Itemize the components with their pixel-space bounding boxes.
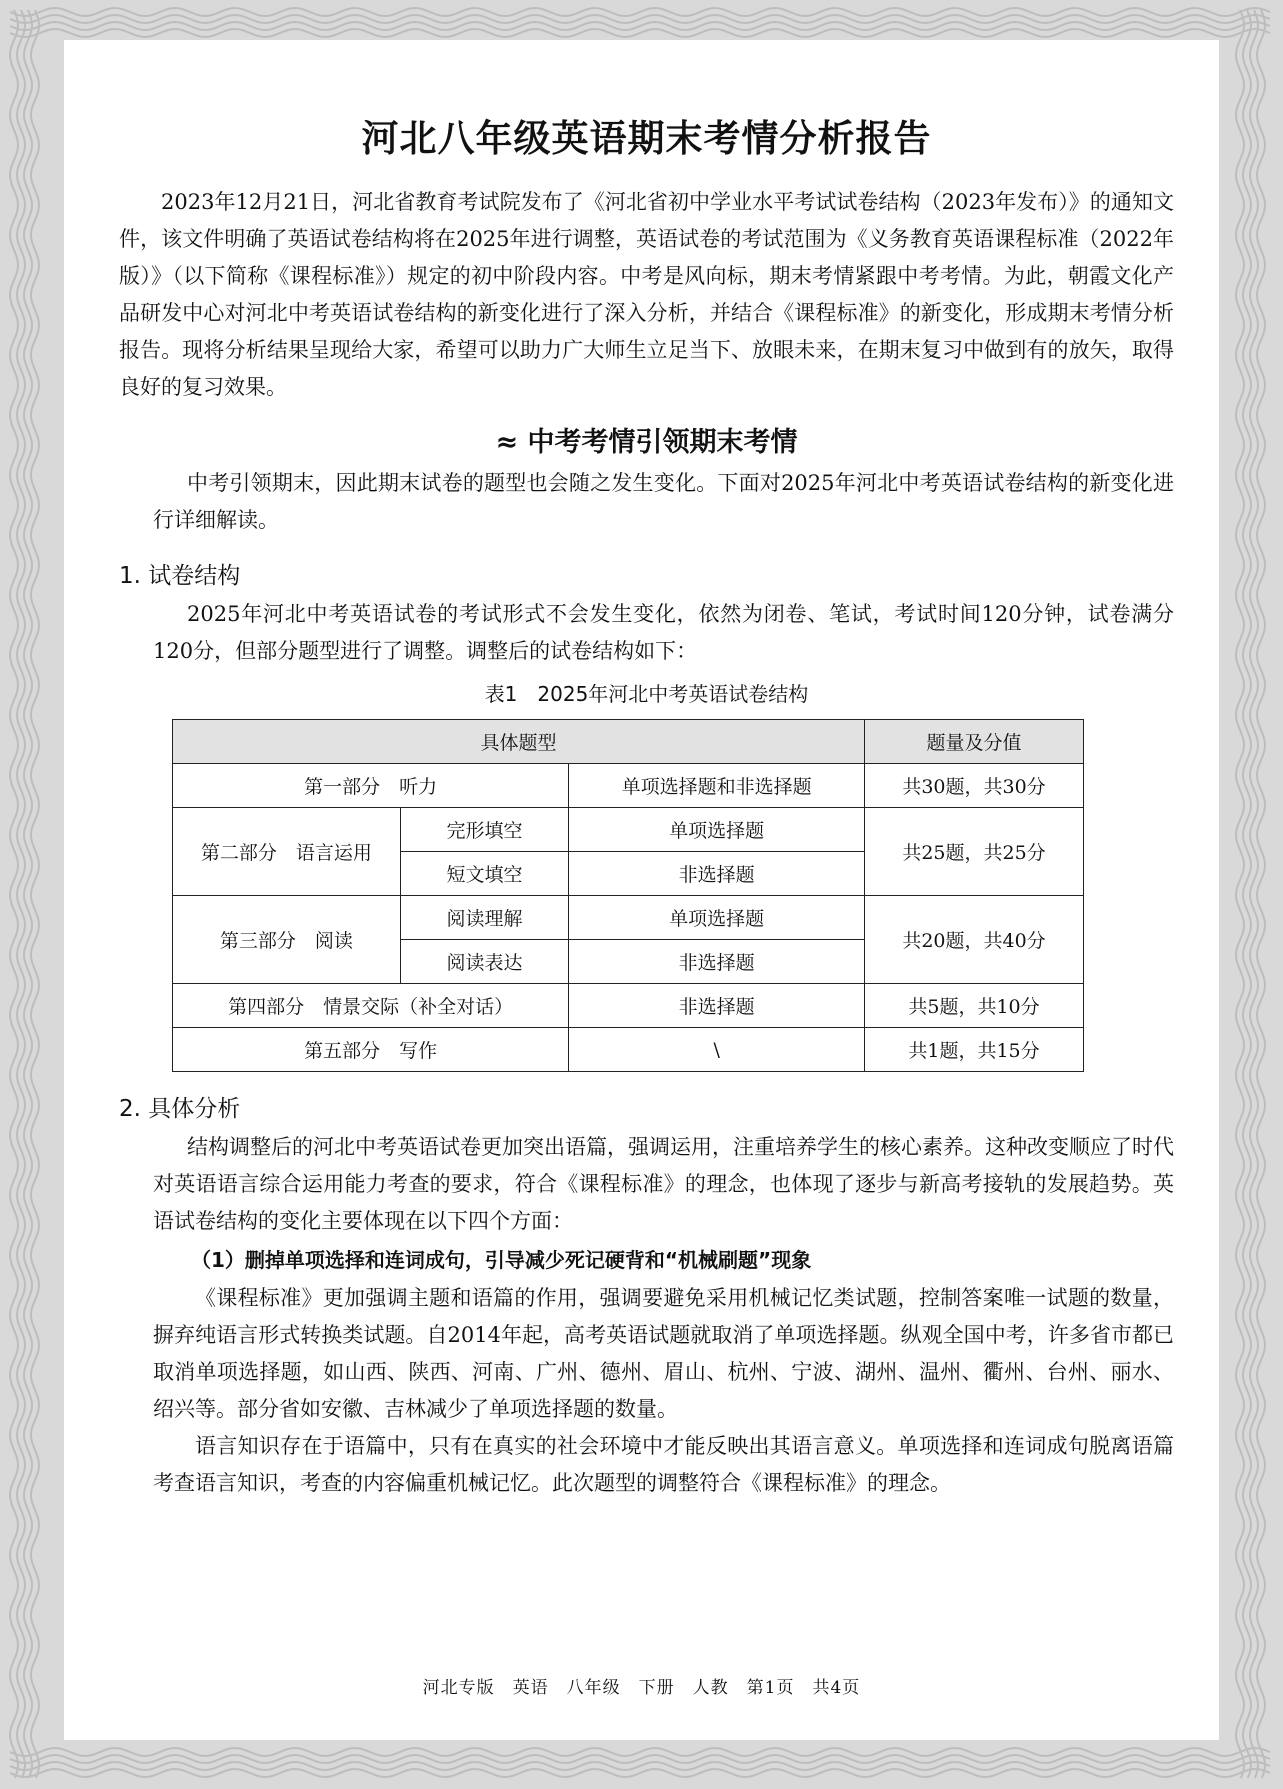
- table-cell: 短文填空: [400, 852, 569, 896]
- table-cell: 第一部分 听力: [173, 764, 569, 808]
- table-cell: 非选择题: [569, 852, 865, 896]
- table-cell: 完形填空: [400, 808, 569, 852]
- table-cell: 共1题，共15分: [864, 1028, 1083, 1072]
- table-header-row: [173, 720, 1084, 764]
- table-cell: 单项选择题和非选择题: [569, 764, 865, 808]
- table-row: [173, 808, 1084, 852]
- table-cell: 非选择题: [569, 940, 865, 984]
- table-header-cell: 具体题型: [173, 720, 865, 764]
- table-row: [173, 764, 1084, 808]
- table-cell: 第三部分 阅读: [173, 896, 401, 984]
- document-page: [64, 40, 1219, 1740]
- analysis-paragraph: 《课程标准》更加强调主题和语篇的作用，强调要避免采用机械记忆类试题，控制答案唯一试题的数量，摒弃纯语言形式转换类试题。自2014年起，高考英语试题就取消了单项选择题。纵观全国中考，许多省市都已取消单项选择题，如山西、陕西、河南、广州、德州、眉山、杭州、宁波、湖州、温州、衢州、台州、丽水、绍兴等。部分省如安徽、吉林减少了单项选择题的数量。: [153, 1286, 1174, 1421]
- part1-heading: 1. 试卷结构: [119, 563, 241, 589]
- section-intro-paragraph: 中考引领期末，因此期末试卷的题型也会随之发生变化。下面对2025年河北中考英语试卷结构的新变化进行详细解读。: [153, 471, 1174, 532]
- part2-paragraph: 结构调整后的河北中考英语试卷更加突出语篇，强调运用，注重培养学生的核心素养。这种改变顺应了时代对英语语言综合运用能力考查的要求，符合《课程标准》的理念，也体现了逐步与新高考接轨的发展趋势。英语试卷结构的变化主要体现在以下四个方面：: [153, 1135, 1174, 1233]
- page-content: [119, 108, 1174, 1502]
- page-footer: 河北专版 英语 八年级 下册 人教 第1页 共4页: [422, 1678, 861, 1698]
- table-row: [173, 896, 1084, 940]
- part1-paragraph: 2025年河北中考英语试卷的考试形式不会发生变化，依然为闭卷、笔试，考试时间120分钟，试卷满分120分，但部分题型进行了调整。调整后的试卷结构如下：: [153, 602, 1174, 663]
- table-cell: 共20题，共40分: [864, 896, 1083, 984]
- table-cell: 第四部分 情景交际（补全对话）: [173, 984, 569, 1028]
- table-cell: 阅读表达: [400, 940, 569, 984]
- page-title: 河北八年级英语期末考情分析报告: [361, 117, 932, 160]
- table-cell: 第五部分 写作: [173, 1028, 569, 1072]
- table-cell: 非选择题: [569, 984, 865, 1028]
- table-cell: 单项选择题: [569, 808, 865, 852]
- table-row: [173, 984, 1084, 1028]
- part2-heading: 2. 具体分析: [119, 1096, 241, 1122]
- section-heading: ≈ 中考考情引领期末考情: [495, 427, 798, 458]
- table-cell: \: [569, 1028, 865, 1072]
- intro-paragraph: 2023年12月21日，河北省教育考试院发布了《河北省初中学业水平考试试卷结构（2023年发布）》的通知文件，该文件明确了英语试卷结构将在2025年进行调整，英语试卷的考试范围为《义务教育英语课程标准（2022年版）》（以下简称《课程标准》）规定的初中阶段内容。中考是风向标，期末考情紧跟中考考情。为此，朝霞文化产品研发中心对河北中考英语试卷结构的新变化进行了深入分析，并结合《课程标准》的新变化，形成期末考情分析报告。现将分析结果呈现给大家，希望可以助力广大师生立足当下、放眼未来，在期末复习中做到有的放矢，取得良好的复习效果。: [119, 190, 1174, 399]
- table-cell: 共5题，共10分: [864, 984, 1083, 1028]
- table-row: [173, 1028, 1084, 1072]
- table-cell: 第二部分 语言运用: [173, 808, 401, 896]
- table-caption: 表1 2025年河北中考英语试卷结构: [484, 682, 809, 706]
- analysis-paragraph: 语言知识存在于语篇中，只有在真实的社会环境中才能反映出其语言意义。单项选择和连词成句脱离语篇考查语言知识，考查的内容偏重机械记忆。此次题型的调整符合《课程标准》的理念。: [153, 1434, 1174, 1495]
- table-cell: 共30题，共30分: [864, 764, 1083, 808]
- subheading: （1）删掉单项选择和连词成句，引导减少死记硬背和“机械刷题”现象: [191, 1248, 812, 1272]
- exam-structure-table: [172, 719, 1084, 1072]
- table-header-cell: 题量及分值: [864, 720, 1083, 764]
- table-cell: 阅读理解: [400, 896, 569, 940]
- table-cell: 共25题，共25分: [864, 808, 1083, 896]
- table-cell: 单项选择题: [569, 896, 865, 940]
